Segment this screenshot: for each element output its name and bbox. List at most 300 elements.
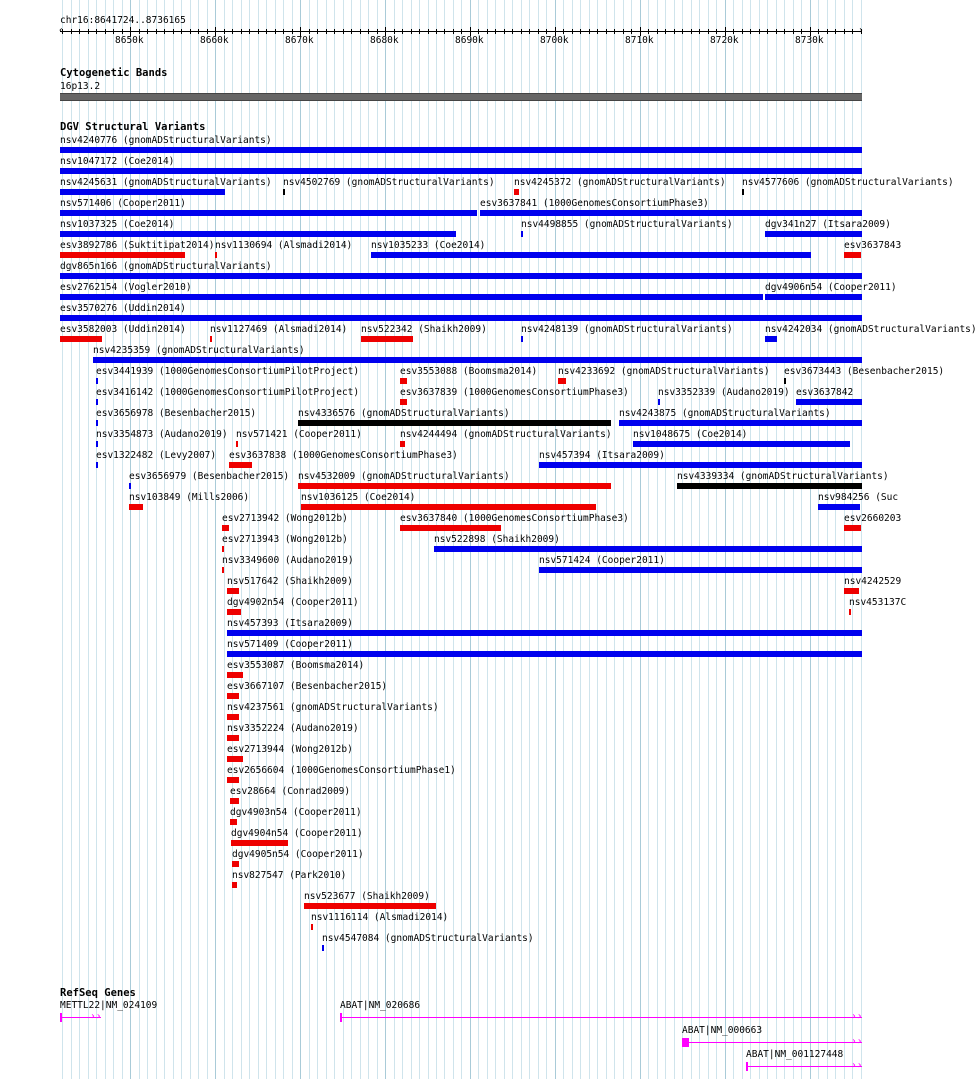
- dgv-feature-bar[interactable]: [96, 462, 98, 468]
- dgv-feature-bar[interactable]: [539, 567, 862, 573]
- ruler-tick: [597, 29, 598, 34]
- dgv-feature-bar[interactable]: [60, 252, 185, 258]
- ruler-tick: [88, 29, 89, 34]
- ruler-tick-label: 8650k: [115, 35, 144, 46]
- dgv-feature-label: dgv865n166 (gnomADStructuralVariants): [60, 261, 272, 272]
- dgv-feature-label: nsv571424 (Cooper2011): [539, 555, 665, 566]
- ruler-tick: [674, 29, 675, 34]
- ruler-tick: [334, 29, 335, 34]
- dgv-feature-label: nsv1127469 (Alsmadi2014): [210, 324, 348, 335]
- dgv-feature-label: nsv1130694 (Alsmadi2014): [215, 240, 353, 251]
- ruler-tick: [793, 29, 794, 34]
- ruler-tick: [402, 29, 403, 34]
- dgv-feature-label: nsv4242034 (gnomADStructuralVariants): [765, 324, 977, 335]
- ruler-tick: [411, 29, 412, 34]
- dgv-feature-bar[interactable]: [765, 336, 777, 342]
- grid-line: [818, 0, 819, 1079]
- gene-exon[interactable]: [682, 1038, 689, 1047]
- cyto-band[interactable]: [60, 93, 862, 101]
- dgv-feature-bar[interactable]: [514, 189, 519, 195]
- dgv-feature-label: nsv3352339 (Audano2019): [658, 387, 790, 398]
- ruler-tick: [232, 29, 233, 34]
- ruler-tick: [156, 29, 157, 34]
- ruler-tick-label: 8660k: [200, 35, 229, 46]
- dgv-feature-label: nsv4235359 (gnomADStructuralVariants): [93, 345, 305, 356]
- dgv-feature-bar[interactable]: [742, 189, 744, 195]
- dgv-feature-bar[interactable]: [60, 336, 102, 342]
- dgv-feature-bar[interactable]: [227, 756, 243, 762]
- dgv-feature-label: nsv453137C: [849, 597, 907, 608]
- dgv-feature-bar[interactable]: [227, 672, 243, 678]
- grid-line: [648, 0, 649, 1079]
- ruler-tick: [742, 29, 743, 34]
- dgv-feature-bar[interactable]: [230, 819, 237, 825]
- ruler-tick: [444, 29, 445, 34]
- ruler-tick: [580, 29, 581, 34]
- dgv-feature-bar[interactable]: [227, 777, 239, 783]
- dgv-feature-bar[interactable]: [60, 294, 763, 300]
- dgv-feature-bar[interactable]: [400, 399, 407, 405]
- ruler-tick-label: 8720k: [710, 35, 739, 46]
- dgv-feature-bar[interactable]: [844, 525, 861, 531]
- grid-line: [198, 0, 199, 1079]
- dgv-feature-bar[interactable]: [521, 336, 523, 342]
- ruler-tick: [563, 29, 564, 34]
- grid-line: [759, 0, 760, 1079]
- ruler-tick: [266, 29, 267, 34]
- dgv-feature-label: esv3553088 (Boomsma2014): [400, 366, 538, 377]
- dgv-feature-label: nsv3354873 (Audano2019): [96, 429, 228, 440]
- ruler-tick: [733, 29, 734, 34]
- ruler-tick: [699, 29, 700, 34]
- ruler-tick: [852, 29, 853, 34]
- ruler-tick: [691, 29, 692, 34]
- ruler-tick: [461, 29, 462, 34]
- dgv-feature-label: nsv3352224 (Audano2019): [227, 723, 359, 734]
- grid-line: [716, 0, 717, 1079]
- gene-label: ABAT|NM_020686: [340, 1000, 421, 1011]
- ruler-tick: [275, 29, 276, 34]
- dgv-feature-label: esv2656604 (1000GenomesConsortiumPhase1): [227, 765, 456, 776]
- dgv-feature-label: esv2713942 (Wong2012b): [222, 513, 348, 524]
- ruler-right-arrow[interactable]: ›: [858, 25, 864, 36]
- dgv-feature-bar[interactable]: [96, 399, 98, 405]
- ruler-tick: [512, 29, 513, 34]
- grid-line: [852, 0, 853, 1079]
- dgv-feature-label: nsv4244494 (gnomADStructuralVariants): [400, 429, 612, 440]
- grid-line: [861, 0, 862, 1079]
- dgv-feature-bar[interactable]: [400, 378, 407, 384]
- dgv-feature-bar[interactable]: [298, 420, 611, 426]
- ruler-tick: [801, 29, 802, 34]
- dgv-feature-label: nsv1047172 (Coe2014): [60, 156, 175, 167]
- dgv-track-title: DGV Structural Variants: [60, 121, 206, 133]
- grid-line: [750, 0, 751, 1079]
- grid-line: [614, 0, 615, 1079]
- dgv-feature-label: esv3637839 (1000GenomesConsortiumPhase3): [400, 387, 629, 398]
- dgv-feature-label: nsv4237561 (gnomADStructuralVariants): [227, 702, 439, 713]
- dgv-feature-bar[interactable]: [658, 399, 660, 405]
- ruler-tick-label: 8730k: [795, 35, 824, 46]
- ruler-tick: [716, 29, 717, 34]
- dgv-feature-bar[interactable]: [227, 588, 239, 594]
- ruler-tick: [504, 29, 505, 34]
- gene-label: ABAT|NM_001127448: [746, 1049, 844, 1060]
- ruler-tick: [606, 29, 607, 34]
- dgv-feature-bar[interactable]: [227, 651, 862, 657]
- dgv-feature-bar[interactable]: [93, 357, 862, 363]
- dgv-feature-label: nsv4233692 (gnomADStructuralVariants): [558, 366, 770, 377]
- dgv-feature-bar[interactable]: [60, 210, 477, 216]
- ruler-tick: [207, 29, 208, 34]
- dgv-feature-bar[interactable]: [311, 924, 313, 930]
- dgv-feature-label: nsv4243875 (gnomADStructuralVariants): [619, 408, 831, 419]
- dgv-feature-bar[interactable]: [558, 378, 566, 384]
- dgv-feature-label: nsv1036125 (Coe2014): [301, 492, 416, 503]
- dgv-feature-label: esv2660203: [844, 513, 902, 524]
- grid-line: [657, 0, 658, 1079]
- grid-line: [631, 0, 632, 1079]
- ruler-tick: [292, 29, 293, 34]
- ruler-tick-label: 8700k: [540, 35, 569, 46]
- ruler-tick: [657, 29, 658, 34]
- dgv-feature-bar[interactable]: [222, 546, 224, 552]
- gene-strand-arrow-icon: ››: [851, 1011, 863, 1022]
- dgv-feature-bar[interactable]: [129, 483, 131, 489]
- gene-strand-arrow-icon: ››: [851, 1060, 863, 1071]
- dgv-feature-bar[interactable]: [230, 798, 239, 804]
- ruler-tick: [105, 29, 106, 34]
- dgv-feature-bar[interactable]: [283, 189, 285, 195]
- grid-line: [665, 0, 666, 1079]
- gene-strand-arrow-icon: ››: [851, 1036, 863, 1047]
- ruler-tick: [428, 29, 429, 34]
- ruler-tick: [708, 29, 709, 34]
- grid-line: [691, 0, 692, 1079]
- dgv-feature-bar[interactable]: [304, 903, 436, 909]
- grid-line: [793, 0, 794, 1079]
- ruler-tick: [835, 29, 836, 34]
- dgv-feature-label: dgv4906n54 (Cooper2011): [765, 282, 897, 293]
- dgv-feature-label: nsv571406 (Cooper2011): [60, 198, 186, 209]
- ruler-tick: [546, 29, 547, 34]
- grid-line: [640, 0, 641, 1079]
- dgv-feature-label: esv3637842: [796, 387, 854, 398]
- dgv-feature-label: esv3553087 (Boomsma2014): [227, 660, 365, 671]
- ruler-tick: [419, 29, 420, 34]
- dgv-feature-label: nsv1048675 (Coe2014): [633, 429, 748, 440]
- dgv-feature-label: dgv4903n54 (Cooper2011): [230, 807, 362, 818]
- dgv-feature-label: nsv457394 (Itsara2009): [539, 450, 665, 461]
- grid-line: [572, 0, 573, 1079]
- dgv-feature-label: esv3892786 (Suktitipat2014): [60, 240, 215, 251]
- dgv-feature-label: nsv4248139 (gnomADStructuralVariants): [521, 324, 733, 335]
- dgv-feature-label: nsv1116114 (Alsmadi2014): [311, 912, 449, 923]
- dgv-feature-label: nsv1035233 (Coe2014): [371, 240, 486, 251]
- dgv-feature-bar[interactable]: [60, 147, 862, 153]
- ruler-tick: [521, 29, 522, 34]
- ruler-tick: [750, 29, 751, 34]
- ruler-tick: [258, 29, 259, 34]
- grid-line: [725, 0, 726, 1079]
- dgv-feature-label: dgv341n27 (Itsara2009): [765, 219, 891, 230]
- ruler-title: chr16:8641724..8736165: [60, 15, 186, 26]
- dgv-feature-label: esv3416142 (1000GenomesConsortiumPilotProject): [96, 387, 360, 398]
- ruler-tick-label: 8690k: [455, 35, 484, 46]
- dgv-feature-bar[interactable]: [844, 252, 861, 258]
- ruler-tick: [377, 29, 378, 34]
- ruler-left-arrow[interactable]: ‹: [58, 25, 64, 36]
- ruler-tick: [631, 29, 632, 34]
- grid-line: [767, 0, 768, 1079]
- grid-line: [563, 0, 564, 1079]
- dgv-feature-label: nsv523677 (Shaikh2009): [304, 891, 430, 902]
- ruler-tick: [241, 29, 242, 34]
- dgv-feature-bar[interactable]: [231, 840, 288, 846]
- dgv-feature-bar[interactable]: [60, 231, 456, 237]
- ruler-tick: [665, 29, 666, 34]
- dgv-feature-label: nsv571409 (Cooper2011): [227, 639, 353, 650]
- dgv-feature-bar[interactable]: [361, 336, 413, 342]
- dgv-feature-label: esv2713944 (Wong2012b): [227, 744, 353, 755]
- dgv-feature-bar[interactable]: [210, 336, 212, 342]
- dgv-feature-bar[interactable]: [400, 441, 405, 447]
- dgv-feature-bar[interactable]: [129, 504, 143, 510]
- dgv-feature-label: nsv4242529: [844, 576, 902, 587]
- grid-line: [207, 0, 208, 1079]
- ruler-tick: [360, 29, 361, 34]
- cyto-track-title: Cytogenetic Bands: [60, 67, 168, 79]
- ruler-tick: [190, 29, 191, 34]
- ruler-tick: [309, 29, 310, 34]
- refseq-track-title: RefSeq Genes: [60, 987, 136, 999]
- ruler-tick: [572, 29, 573, 34]
- ruler-tick: [682, 29, 683, 34]
- ruler-tick: [529, 29, 530, 34]
- dgv-feature-label: nsv4240776 (gnomADStructuralVariants): [60, 135, 272, 146]
- dgv-feature-bar[interactable]: [521, 231, 523, 237]
- dgv-feature-bar[interactable]: [371, 252, 811, 258]
- dgv-feature-bar[interactable]: [784, 378, 786, 384]
- dgv-feature-label: nsv1037325 (Coe2014): [60, 219, 175, 230]
- ruler-tick: [164, 29, 165, 34]
- dgv-feature-label: nsv3349600 (Audano2019): [222, 555, 354, 566]
- grid-line: [810, 0, 811, 1079]
- ruler-tick: [198, 29, 199, 34]
- ruler-tick: [96, 29, 97, 34]
- cyto-band-label: 16p13.2: [60, 81, 101, 92]
- ruler-tick: [648, 29, 649, 34]
- dgv-feature-bar[interactable]: [765, 231, 862, 237]
- dgv-feature-label: esv1322482 (Levy2007): [96, 450, 217, 461]
- dgv-feature-bar[interactable]: [849, 609, 851, 615]
- ruler-tick: [122, 29, 123, 34]
- dgv-feature-label: esv3667107 (Besenbacher2015): [227, 681, 388, 692]
- grid-line: [699, 0, 700, 1079]
- dgv-feature-label: nsv457393 (Itsara2009): [227, 618, 353, 629]
- gene-model[interactable]: [682, 1042, 862, 1043]
- dgv-feature-bar[interactable]: [619, 420, 862, 426]
- grid-line: [623, 0, 624, 1079]
- dgv-feature-label: nsv4245372 (gnomADStructuralVariants): [514, 177, 726, 188]
- dgv-feature-label: esv3637838 (1000GenomesConsortiumPhase3): [229, 450, 458, 461]
- dgv-feature-label: nsv4532009 (gnomADStructuralVariants): [298, 471, 510, 482]
- ruler-tick: [827, 29, 828, 34]
- ruler-tick: [487, 29, 488, 34]
- grid-line: [674, 0, 675, 1079]
- grid-line: [589, 0, 590, 1079]
- dgv-feature-label: esv3656978 (Besenbacher2015): [96, 408, 257, 419]
- ruler-tick: [71, 29, 72, 34]
- ruler-tick: [844, 29, 845, 34]
- ruler-tick: [776, 29, 777, 34]
- dgv-feature-bar[interactable]: [301, 504, 596, 510]
- dgv-feature-label: nsv517642 (Shaikh2009): [227, 576, 353, 587]
- dgv-feature-bar[interactable]: [677, 483, 862, 489]
- dgv-feature-bar[interactable]: [539, 462, 862, 468]
- ruler-tick: [453, 29, 454, 34]
- ruler-tick: [326, 29, 327, 34]
- ruler-tick: [784, 29, 785, 34]
- ruler-tick: [368, 29, 369, 34]
- dgv-feature-bar[interactable]: [434, 546, 862, 552]
- dgv-feature-label: nsv4498855 (gnomADStructuralVariants): [521, 219, 733, 230]
- grid-line: [181, 0, 182, 1079]
- dgv-feature-label: nsv4336576 (gnomADStructuralVariants): [298, 408, 510, 419]
- dgv-feature-label: esv3582003 (Uddin2014): [60, 324, 186, 335]
- grid-line: [733, 0, 734, 1079]
- dgv-feature-bar[interactable]: [215, 252, 217, 258]
- dgv-feature-label: esv3570276 (Uddin2014): [60, 303, 186, 314]
- gene-exon[interactable]: [746, 1062, 748, 1071]
- dgv-feature-bar[interactable]: [232, 882, 237, 888]
- ruler-tick: [249, 29, 250, 34]
- ruler-tick: [589, 29, 590, 34]
- dgv-feature-label: nsv4502769 (gnomADStructuralVariants): [283, 177, 495, 188]
- dgv-feature-label: esv3637840 (1000GenomesConsortiumPhase3): [400, 513, 629, 524]
- dgv-feature-bar[interactable]: [322, 945, 324, 951]
- dgv-feature-bar[interactable]: [227, 630, 862, 636]
- dgv-feature-bar[interactable]: [96, 441, 98, 447]
- gene-label: ABAT|NM_000663: [682, 1025, 763, 1036]
- grid-line: [682, 0, 683, 1079]
- ruler-tick: [343, 29, 344, 34]
- dgv-feature-bar[interactable]: [480, 210, 862, 216]
- ruler-tick: [538, 29, 539, 34]
- dgv-feature-bar[interactable]: [298, 483, 611, 489]
- dgv-feature-bar[interactable]: [96, 378, 98, 384]
- ruler-tick: [478, 29, 479, 34]
- gene-label: METTL22|NM_024109: [60, 1000, 158, 1011]
- dgv-feature-label: esv28664 (Conrad2009): [230, 786, 351, 797]
- grid-line: [835, 0, 836, 1079]
- dgv-feature-bar[interactable]: [60, 273, 862, 279]
- dgv-feature-label: esv3637841 (1000GenomesConsortiumPhase3): [480, 198, 709, 209]
- dgv-feature-bar[interactable]: [844, 588, 859, 594]
- grid-line: [580, 0, 581, 1079]
- dgv-feature-label: nsv522342 (Shaikh2009): [361, 324, 487, 335]
- dgv-feature-bar[interactable]: [60, 189, 225, 195]
- ruler-tick: [283, 29, 284, 34]
- dgv-feature-label: nsv103849 (Mills2006): [129, 492, 250, 503]
- dgv-feature-label: nsv827547 (Park2010): [232, 870, 347, 881]
- dgv-feature-bar[interactable]: [796, 399, 862, 405]
- ruler-tick: [181, 29, 182, 34]
- grid-line: [784, 0, 785, 1079]
- grid-line: [190, 0, 191, 1079]
- dgv-feature-label: esv3673443 (Besenbacher2015): [784, 366, 945, 377]
- dgv-feature-label: nsv984256 (Suc: [818, 492, 899, 503]
- dgv-feature-bar[interactable]: [765, 294, 862, 300]
- ruler-tick: [759, 29, 760, 34]
- dgv-feature-label: nsv4547084 (gnomADStructuralVariants): [322, 933, 534, 944]
- ruler-tick: [394, 29, 395, 34]
- ruler-tick: [139, 29, 140, 34]
- grid-line: [776, 0, 777, 1079]
- dgv-feature-label: dgv4904n54 (Cooper2011): [231, 828, 363, 839]
- dgv-feature-label: nsv4245631 (gnomADStructuralVariants): [60, 177, 272, 188]
- ruler-tick: [623, 29, 624, 34]
- dgv-feature-bar[interactable]: [227, 609, 241, 615]
- dgv-feature-bar[interactable]: [400, 525, 501, 531]
- dgv-feature-bar[interactable]: [229, 462, 252, 468]
- dgv-feature-bar[interactable]: [236, 441, 238, 447]
- dgv-feature-bar[interactable]: [222, 525, 229, 531]
- dgv-feature-bar[interactable]: [227, 735, 239, 741]
- gene-model[interactable]: [746, 1066, 862, 1067]
- dgv-feature-label: nsv4339334 (gnomADStructuralVariants): [677, 471, 889, 482]
- ruler-tick-label: 8680k: [370, 35, 399, 46]
- grid-line: [742, 0, 743, 1079]
- ruler-tick-label: 8710k: [625, 35, 654, 46]
- ruler-tick: [113, 29, 114, 34]
- ruler-tick: [147, 29, 148, 34]
- grid-line: [801, 0, 802, 1079]
- dgv-feature-bar[interactable]: [633, 441, 850, 447]
- ruler-tick: [79, 29, 80, 34]
- dgv-feature-bar[interactable]: [227, 714, 239, 720]
- ruler-tick: [351, 29, 352, 34]
- dgv-feature-label: esv2762154 (Vogler2010): [60, 282, 192, 293]
- dgv-feature-label: nsv571421 (Cooper2011): [236, 429, 362, 440]
- dgv-feature-bar[interactable]: [227, 693, 239, 699]
- dgv-feature-bar[interactable]: [60, 315, 862, 321]
- dgv-feature-bar[interactable]: [818, 504, 860, 510]
- grid-line: [844, 0, 845, 1079]
- dgv-feature-label: nsv522898 (Shaikh2009): [434, 534, 560, 545]
- gene-exon[interactable]: [60, 1013, 62, 1022]
- ruler-tick: [614, 29, 615, 34]
- grid-line: [827, 0, 828, 1079]
- gene-model[interactable]: [340, 1017, 862, 1018]
- dgv-feature-bar[interactable]: [232, 861, 239, 867]
- grid-line: [215, 0, 216, 1079]
- dgv-feature-bar[interactable]: [60, 168, 862, 174]
- dgv-feature-bar[interactable]: [222, 567, 224, 573]
- ruler-tick: [767, 29, 768, 34]
- dgv-feature-label: esv3637843: [844, 240, 902, 251]
- dgv-feature-label: esv3656979 (Besenbacher2015): [129, 471, 290, 482]
- ruler-tick: [224, 29, 225, 34]
- ruler-tick: [317, 29, 318, 34]
- dgv-feature-bar[interactable]: [96, 420, 98, 426]
- dgv-feature-label: dgv4902n54 (Cooper2011): [227, 597, 359, 608]
- ruler-tick: [495, 29, 496, 34]
- grid-line: [708, 0, 709, 1079]
- gene-exon[interactable]: [340, 1013, 342, 1022]
- ruler-tick-label: 8670k: [285, 35, 314, 46]
- grid-line: [597, 0, 598, 1079]
